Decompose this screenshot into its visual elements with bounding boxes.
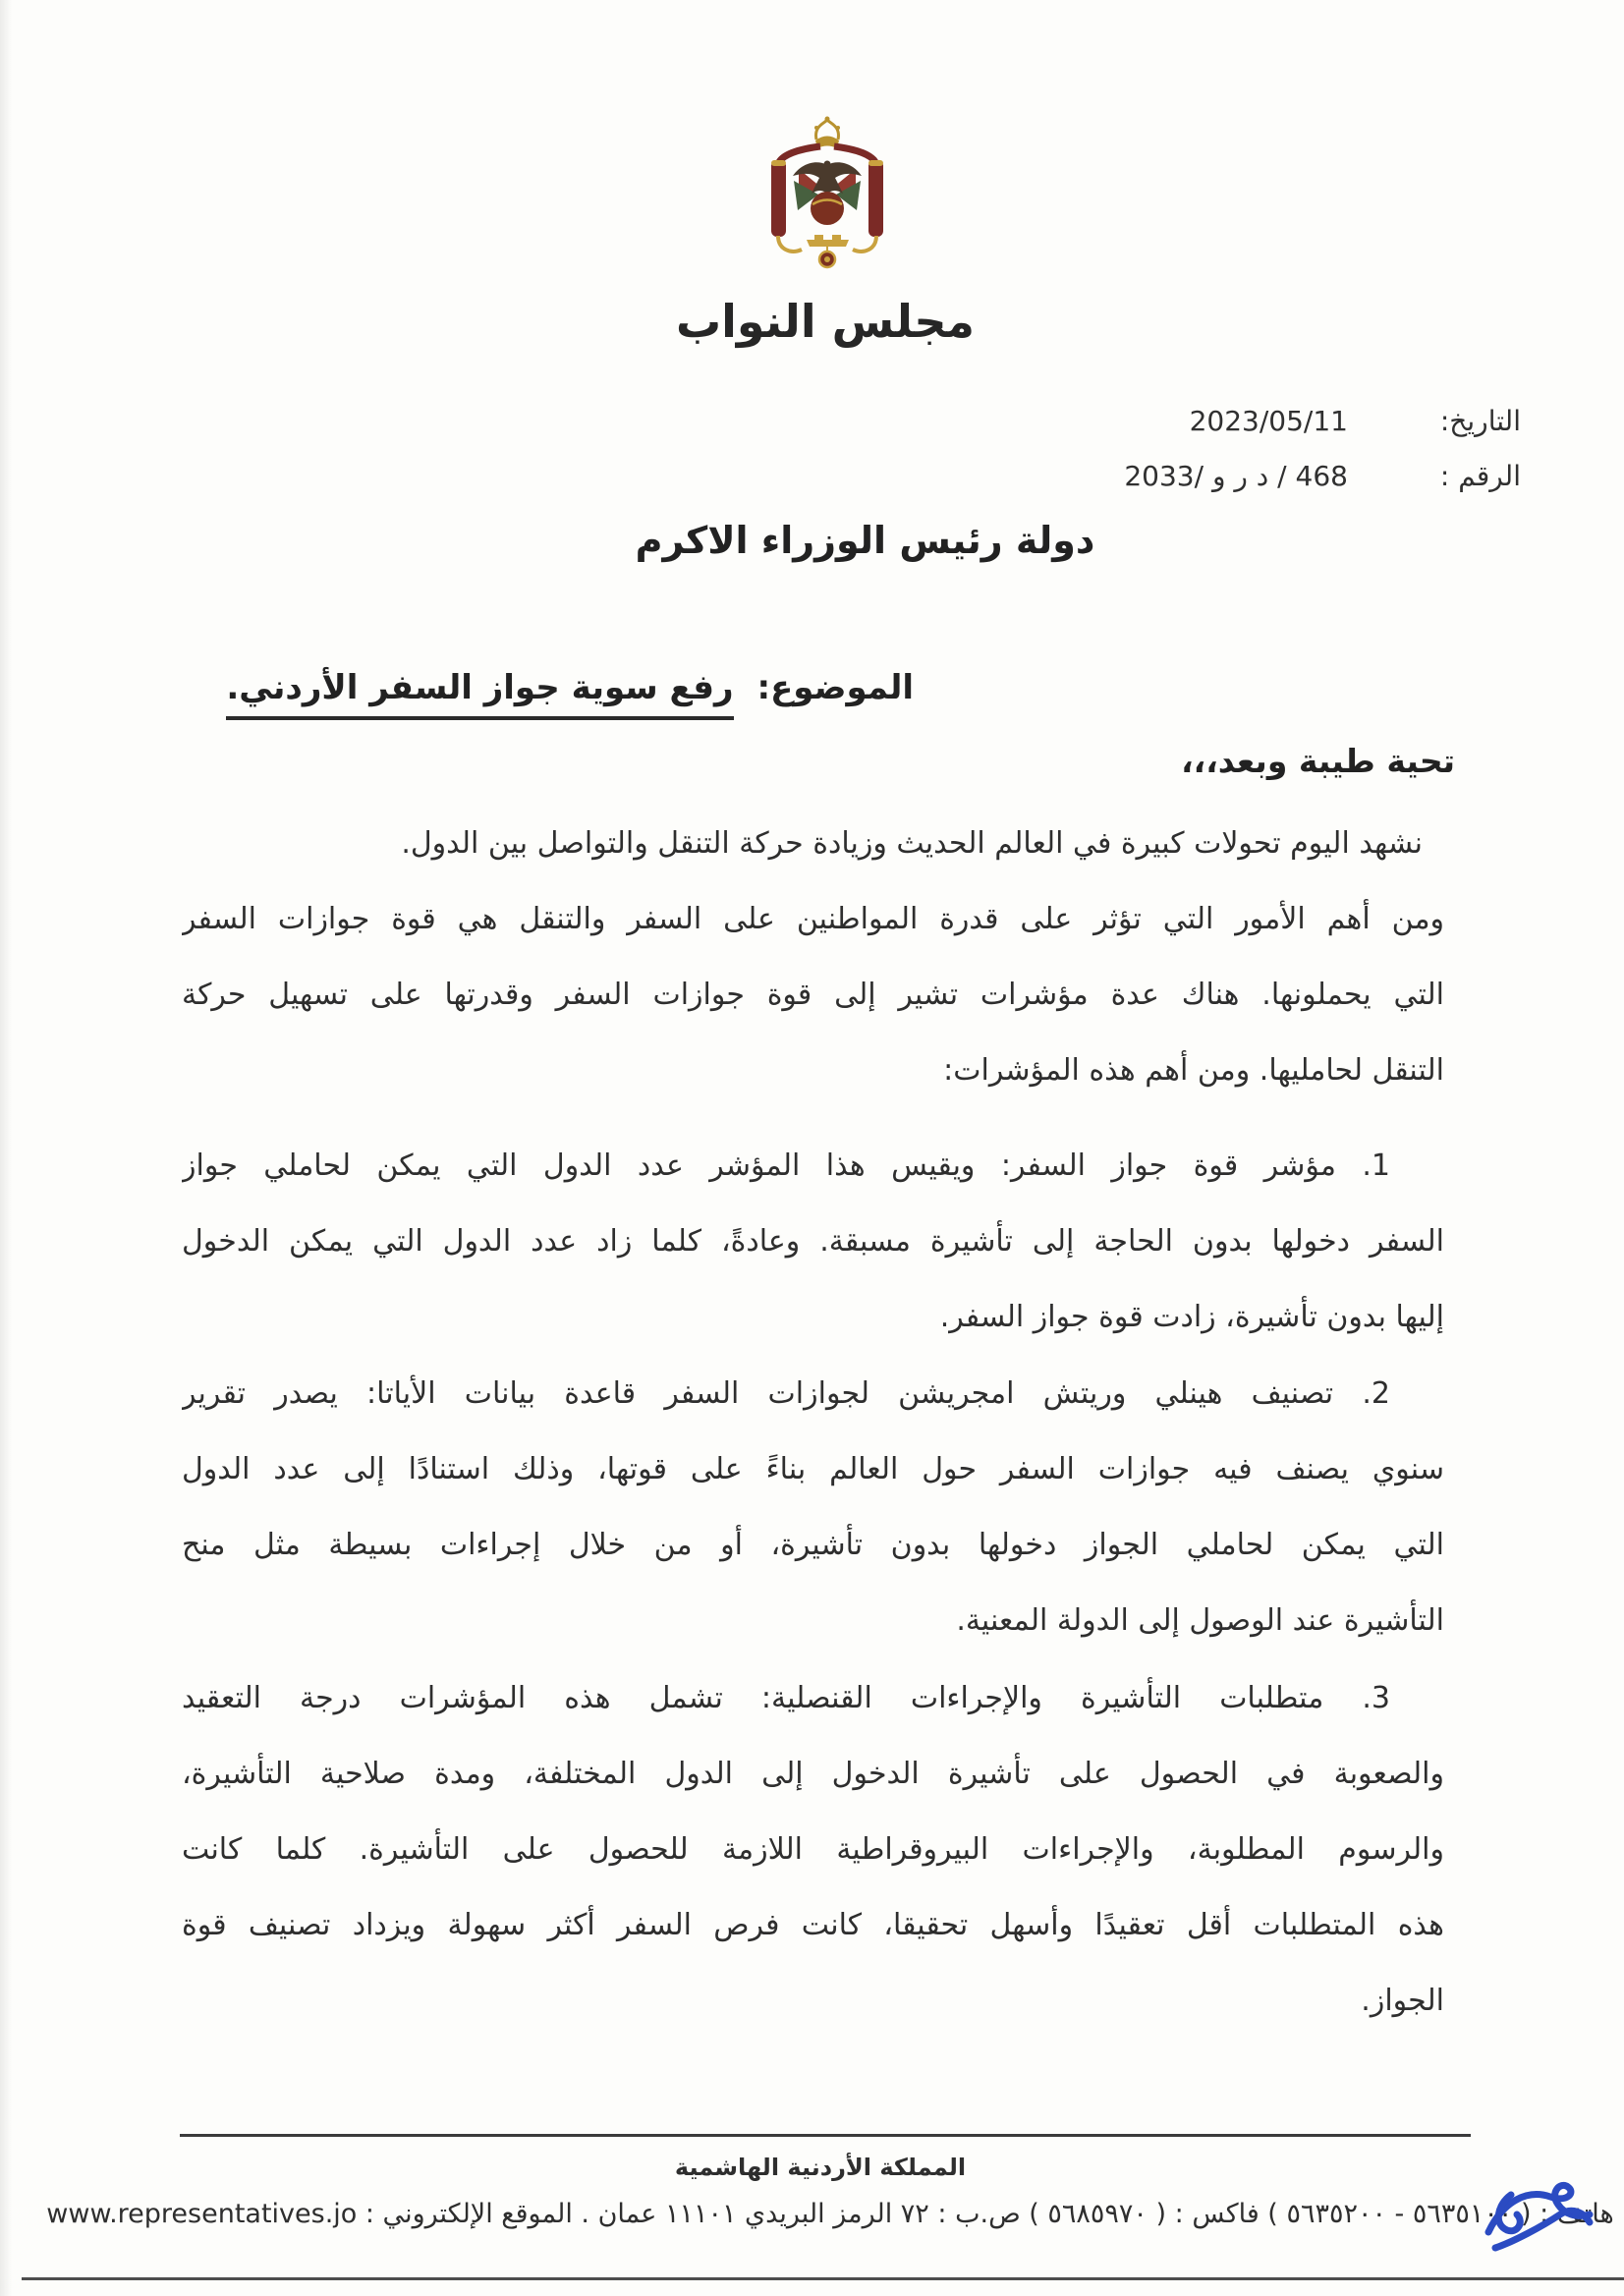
- body-line: نشهد اليوم تحولات كبيرة في العالم الحديث وزيادة حركة التنقل والتواصل بين الدول.: [401, 826, 1423, 861]
- addressee-title: دولة رئيس الوزراء الاكرم: [635, 519, 1095, 562]
- subject-line: [226, 668, 914, 707]
- body-line: 2. تصنيف هينلي وريتش امجريشن لجوازات السفر قاعدة بيانات الأياتا: يصدر تقرير: [182, 1376, 1390, 1411]
- signature-scribble: [1474, 2171, 1606, 2269]
- footer-divider: [180, 2134, 1471, 2137]
- body-line: التي يمكن لحاملي الجواز دخولها بدون تأشيرة، أو من خلال إجراءات بسيطة مثل منح: [182, 1528, 1444, 1562]
- body-paragraph-item-2: [182, 1356, 1444, 1658]
- jordan-royal-crest-icon: [761, 116, 894, 278]
- body-line: الجواز.: [1361, 1984, 1444, 2018]
- date-label: التاريخ:: [1439, 405, 1521, 437]
- body-line: هذه المتطلبات أقل تعقيدًا وأسهل تحقيقا، كانت فرص السفر أكثر سهولة ويزداد تصنيف قوة: [182, 1908, 1444, 1942]
- body-paragraph-item-1: [182, 1128, 1444, 1355]
- parliament-name-calligraphy: مجلس النواب: [675, 295, 976, 348]
- footer-contact-line: هاتف : ( ٥٦٣٥١٠٠ - ٥٦٣٥٢٠٠ ) فاكس : ( ٥٦٨٥٩٧٠ ) ص.ب : ٧٢ الرمز البريدي ١١١٠١ عمان . الموقع الإلكتروني : www.representatives.jo: [46, 2199, 1614, 2229]
- subject-label: الموضوع:: [756, 668, 914, 707]
- body-paragraph-item-3: [182, 1660, 1444, 2039]
- kingdom-name-calligraphy: المملكة الأردنية الهاشمية: [674, 2154, 967, 2181]
- greeting-line: تحية طيبة وبعد،،،: [1181, 742, 1455, 780]
- subject-text: رفع سوية جواز السفر الأردني.: [226, 668, 733, 720]
- reference-number-label: الرقم :: [1439, 460, 1521, 492]
- date-row: [1190, 405, 1521, 437]
- body-line: ومن أهم الأمور التي تؤثر على قدرة المواطنين على السفر والتنقل هي قوة جوازات السفر: [182, 902, 1444, 936]
- body-line: 3. متطلبات التأشيرة والإجراءات القنصلية: تشمل هذه المؤشرات درجة التعقيد: [182, 1681, 1390, 1715]
- body-line: والصعوبة في الحصول على تأشيرة الدخول إلى الدول المختلفة، ومدة صلاحية التأشيرة،: [182, 1757, 1444, 1791]
- body-paragraph-intro: [182, 806, 1444, 1108]
- reference-number-row: [1124, 460, 1521, 492]
- reference-number-value: 468 / د ر و /2033: [1124, 460, 1348, 492]
- body-line: التي يحملونها. هناك عدة مؤشرات تشير إلى قوة جوازات السفر وقدرتها على تسهيل حركة: [182, 978, 1444, 1012]
- body-line: والرسوم المطلوبة، والإجراءات البيروقراطية اللازمة للحصول على التأشيرة. كلما كانت: [182, 1832, 1444, 1867]
- body-line: 1. مؤشر قوة جواز السفر: ويقيس هذا المؤشر عدد الدول التي يمكن لحاملي جواز: [182, 1148, 1390, 1183]
- body-line: سنوي يصنف فيه جوازات السفر حول العالم بناءً على قوتها، وذلك استنادًا إلى عدد الدول: [182, 1452, 1444, 1486]
- body-line: التنقل لحامليها. ومن أهم هذه المؤشرات:: [943, 1053, 1444, 1088]
- body-line: التأشيرة عند الوصول إلى الدولة المعنية.: [956, 1603, 1444, 1638]
- body-line: إليها بدون تأشيرة، زادت قوة جواز السفر.: [939, 1300, 1444, 1334]
- page-bottom-edge-line: [22, 2277, 1624, 2280]
- body-line: السفر دخولها بدون الحاجة إلى تأشيرة مسبقة. وعادةً، كلما زاد عدد الدول التي يمكن الدخول: [182, 1224, 1444, 1259]
- date-value: 2023/05/11: [1189, 405, 1348, 437]
